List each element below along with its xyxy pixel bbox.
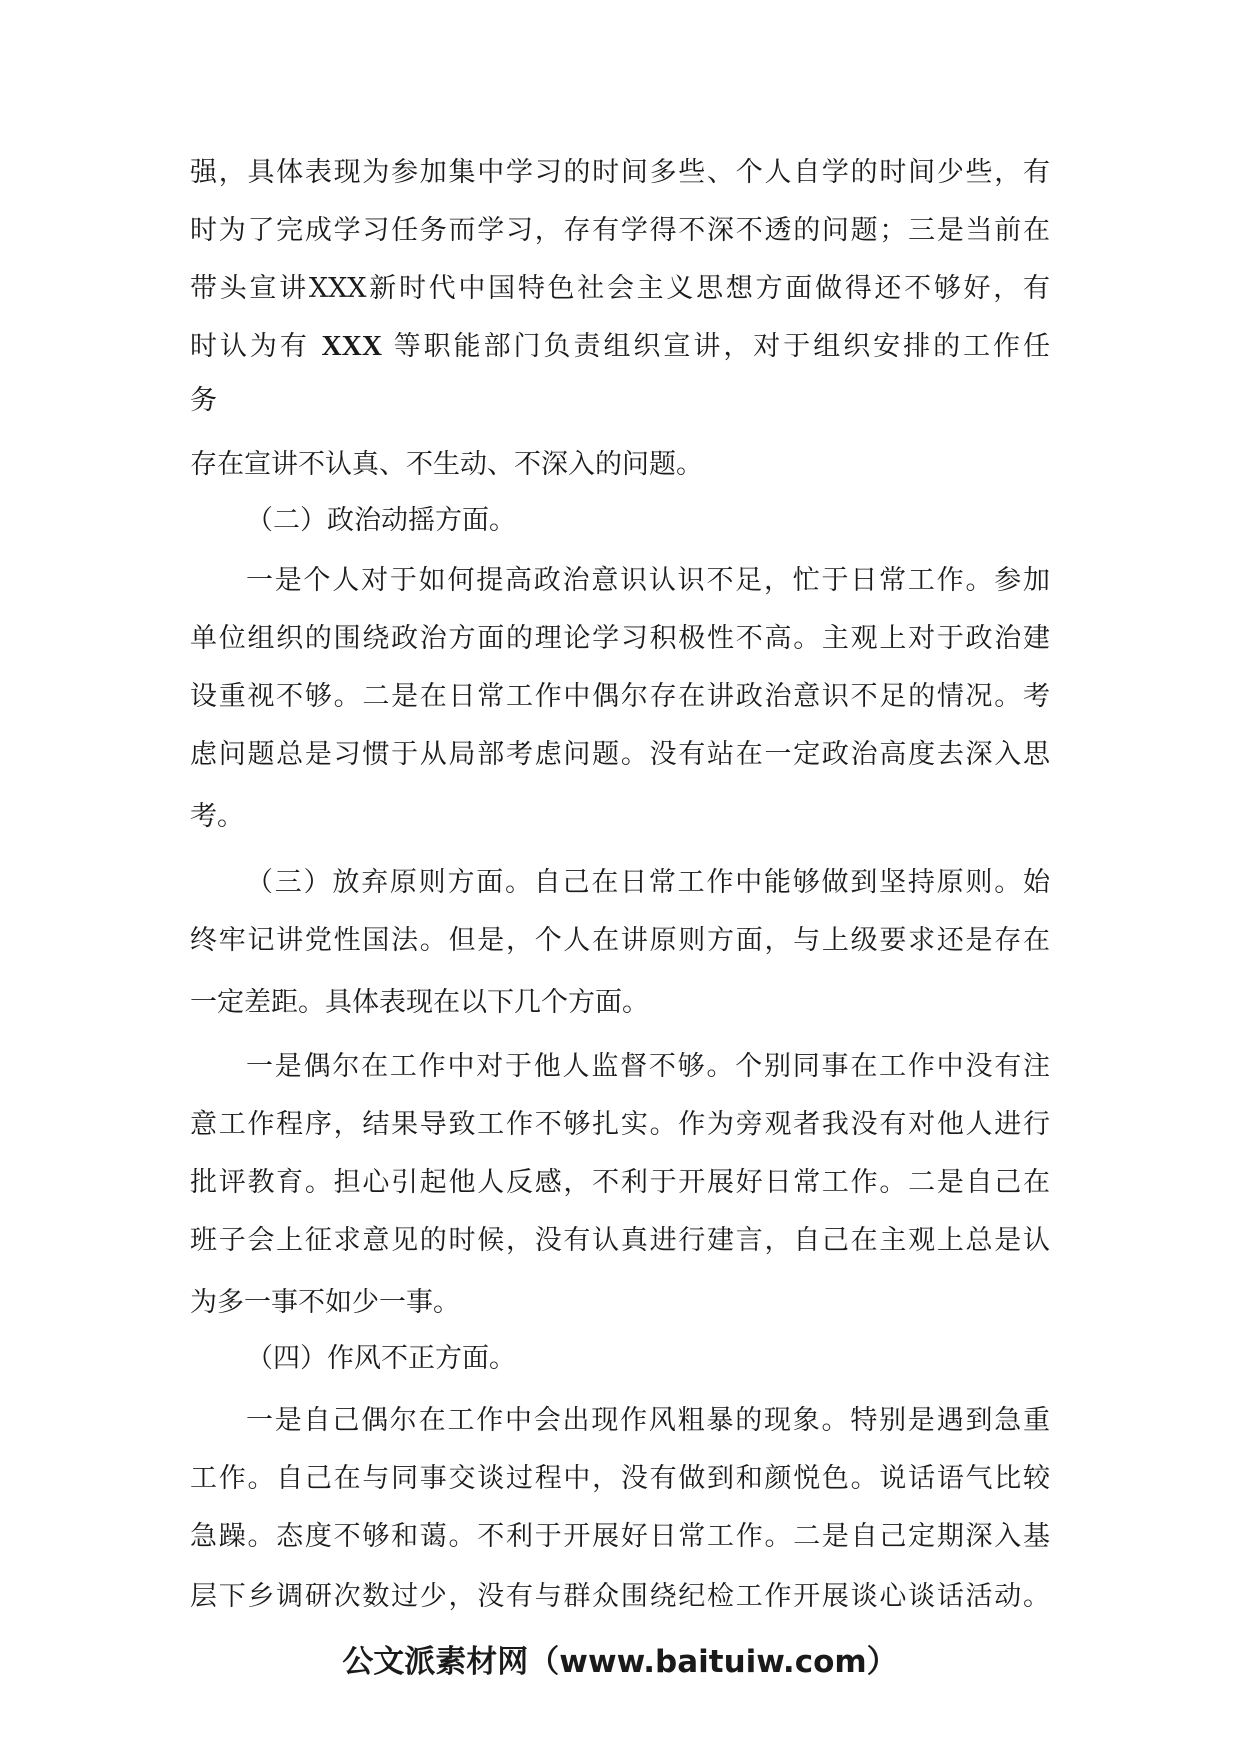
text-line-24: 层下乡调研次数过少，没有与群众围绕纪检工作开展谈心谈话活动。 [190, 1581, 1050, 1612]
text-line-13: 终牢记讲党性国法。但是，个人在讲原则方面，与上级要求还是存在 [190, 925, 1050, 956]
text-segment: 等职能部门负责组织宣讲，对于组织安排的工作任 [393, 331, 1051, 362]
paragraph-start: 一是偶尔在工作中对于他人监督不够。个别同事在工作中没有注 [246, 1051, 1050, 1082]
text-line-16: 意工作程序，结果导致工作不够扎实。作为旁观者我没有对他人进行 [190, 1109, 1050, 1140]
text-line-19: 为多一事不如少一事。 [190, 1287, 460, 1318]
text-line-6: 存在宣讲不认真、不生动、不深入的问题。 [190, 449, 703, 480]
text-line-9: 设重视不够。二是在日常工作中偶尔存在讲政治意识不足的情况。考 [190, 681, 1050, 712]
text-line-11: 考。 [190, 801, 244, 832]
footer-watermark: 公文派素材网（www.baituiw.com） [342, 1644, 898, 1680]
paragraph-start: 一是自己偶尔在工作中会出现作风粗暴的现象。特别是遇到急重 [246, 1405, 1050, 1436]
section-heading-3: （三）放弃原则方面。自己在日常工作中能够做到坚持原则。始 [246, 867, 1050, 898]
text-line-22: 工作。自己在与同事交谈过程中，没有做到和颜悦色。说话语气比较 [190, 1463, 1050, 1494]
text-line-23: 急躁。态度不够和蔼。不利于开展好日常工作。二是自己定期深入基 [190, 1521, 1050, 1552]
section-heading-4: （四）作风不正方面。 [246, 1343, 516, 1374]
paragraph-start: 一是个人对于如何提高政治意识认识不足，忙于日常工作。参加 [246, 565, 1050, 596]
text-line-3: 带头宣讲XXX新时代中国特色社会主义思想方面做得还不够好，有 [190, 273, 1050, 304]
text-line-4 [190, 330, 1050, 364]
text-line-17: 批评教育。担心引起他人反感，不利于开展好日常工作。二是自己在 [190, 1167, 1050, 1198]
text-line-5: 务 [190, 385, 217, 416]
text-line-1: 强，具体表现为参加集中学习的时间多些、个人自学的时间少些，有 [190, 157, 1050, 188]
text-line-2: 时为了完成学习任务而学习，存有学得不深不透的问题；三是当前在 [190, 215, 1050, 246]
text-line-8: 单位组织的围绕政治方面的理论学习积极性不高。主观上对于政治建 [190, 623, 1050, 654]
text-line-18: 班子会上征求意见的时候，没有认真进行建言，自己在主观上总是认 [190, 1225, 1050, 1256]
section-heading-2: （二）政治动摇方面。 [246, 505, 516, 536]
bold-placeholder: XXX [321, 331, 383, 362]
text-line-10: 虑问题总是习惯于从局部考虑问题。没有站在一定政治高度去深入思 [190, 739, 1050, 770]
text-segment: 时认为有 [190, 331, 310, 362]
text-line-14: 一定差距。具体表现在以下几个方面。 [190, 987, 649, 1018]
